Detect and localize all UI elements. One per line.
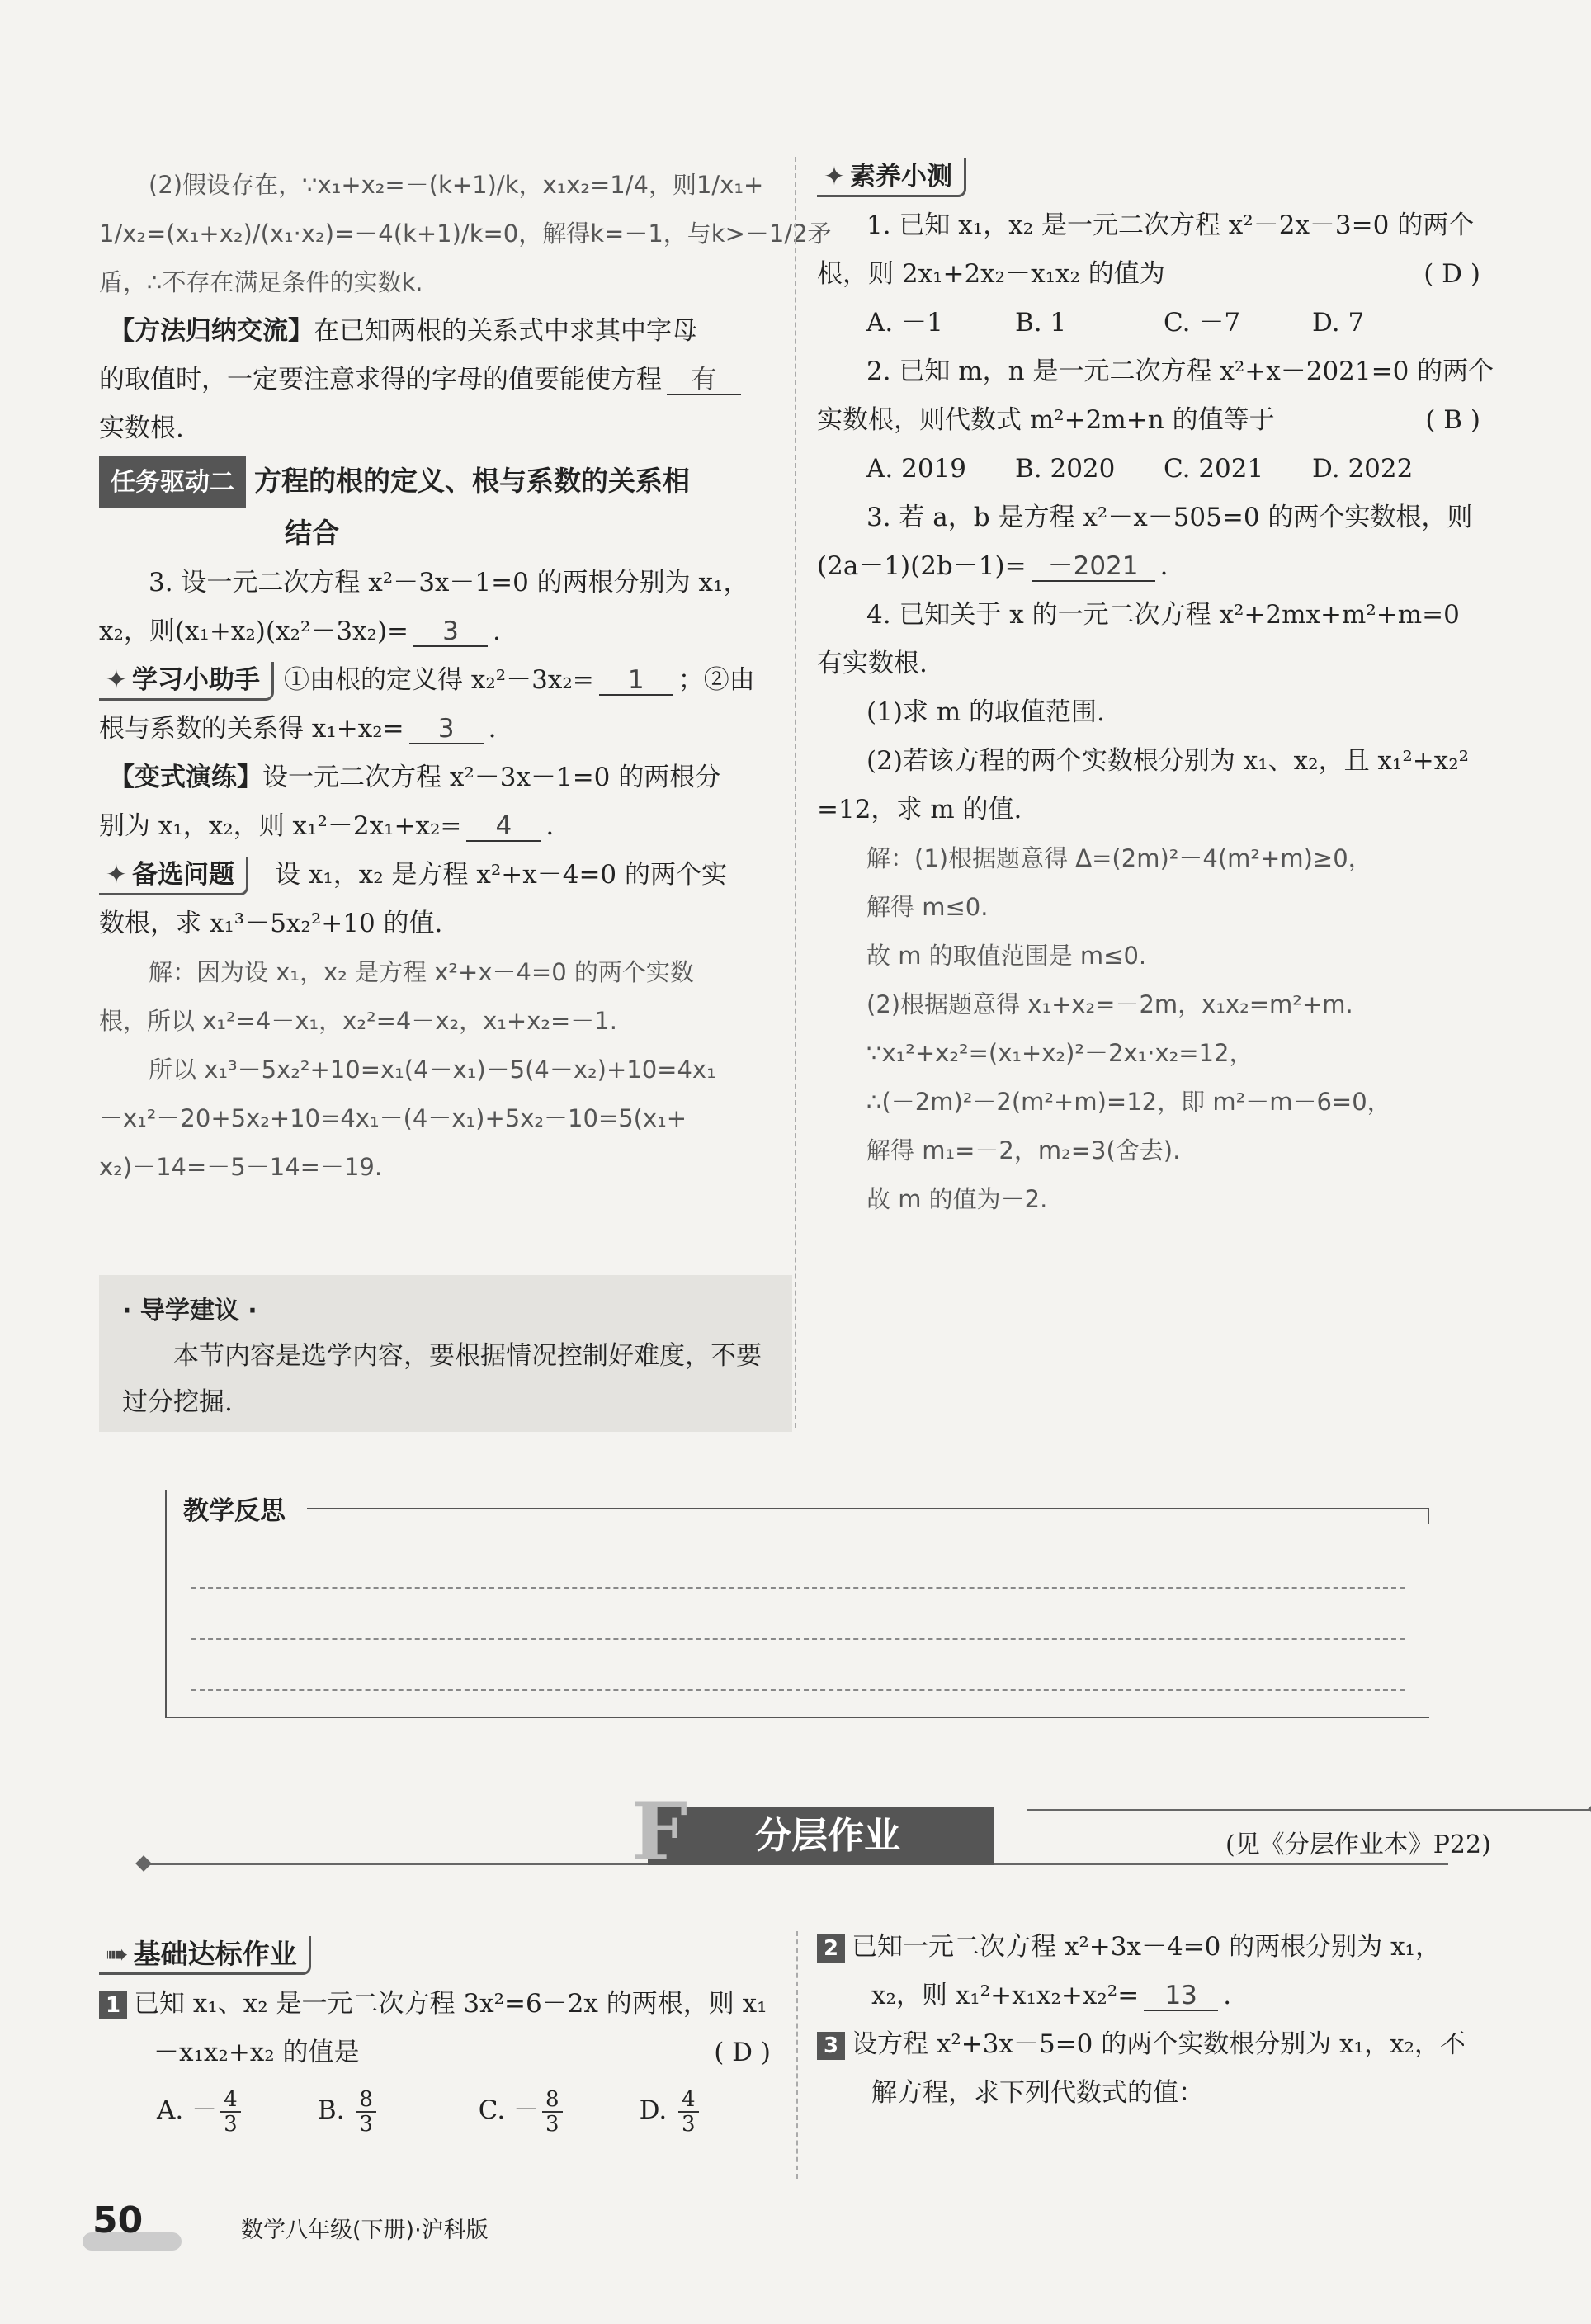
basic-q1-line2 — [99, 2029, 784, 2077]
column-divider — [796, 1931, 798, 2179]
question-text: －x₁x₂+x₂ 的值是 — [153, 2038, 360, 2067]
solution-line: 解得 m₁=－2，m₂=3(舍去). — [866, 1136, 1181, 1164]
basic-q3 — [817, 2020, 1502, 2069]
arrow-icon: ➠ — [106, 1938, 129, 1970]
question-text: 已知一元二次方程 x²+3x－4=0 的两根分别为 x₁， — [852, 1932, 1441, 1962]
variant-drill — [99, 753, 784, 802]
solution-line: 解：因为设 x₁，x₂ 是方程 x²+x－4=0 的两个实数 — [149, 958, 694, 986]
answer-blank: 3 — [409, 715, 484, 744]
solution-line: －x₁²－20+5x₂+10=4x₁－(4－x₁)+5x₂－10=5(x₁+ — [99, 1104, 687, 1132]
answer-blank: 13 — [1144, 1982, 1218, 2011]
page-number: 50 — [92, 2199, 144, 2241]
denominator: 3 — [224, 2111, 238, 2137]
denominator: 3 — [359, 2111, 373, 2137]
quiz-q3-line2: (2a－1)(2b－1)= －2021 . — [817, 551, 1168, 581]
question-number: 2 — [817, 1934, 845, 1963]
guide-text: 本节内容是选学内容，要根据情况控制好难度，不要过分挖掘. — [122, 1341, 762, 1417]
answer-mark: ( D ) — [714, 2038, 771, 2067]
star-icon: ✦ — [106, 665, 127, 695]
writing-line — [191, 1638, 1405, 1640]
solution-line: ∵x₁²+x₂²=(x₁+x₂)²－2x₁·x₂=12， — [866, 1039, 1253, 1067]
quiz-q4-part2: (2)若该方程的两个实数根分别为 x₁、x₂，且 x₁²+x₂² — [866, 746, 1470, 776]
quiz-tag — [817, 158, 966, 197]
basic-q2-line2: x₂，则 x₁²+x₁x₂+x₂²= 13 . — [871, 1981, 1232, 2010]
banner-rule — [1027, 1809, 1591, 1811]
task2-label: 任务驱动二 — [99, 456, 246, 508]
denominator: 3 — [545, 2111, 559, 2137]
quiz-heading — [817, 153, 1494, 201]
variant-label: 【变式演练】 — [109, 763, 262, 792]
fraction — [220, 2088, 241, 2136]
solution-line: 故 m 的取值范围是 m≤0. — [866, 942, 1147, 970]
backup-problem — [99, 851, 784, 900]
study-guide-box — [99, 1275, 792, 1432]
teaching-reflection-box — [165, 1490, 1429, 1718]
option-c: C. －7 — [1164, 308, 1241, 338]
numerator: 4 — [678, 2088, 699, 2113]
option-a: A. 2019 — [866, 454, 966, 484]
guide-title: · 导学建议 · — [122, 1297, 257, 1325]
backup-label: 备选问题 — [131, 860, 234, 890]
option-d: D. 2022 — [1312, 454, 1414, 484]
question-text: x₂，则 x₁²+x₁x₂+x₂²= — [871, 1981, 1140, 2010]
question-3-line2: x₂，则(x₁+x₂)(x₂²－3x₂)= 3 . — [99, 616, 501, 646]
answer-mark: ( D ) — [1423, 259, 1480, 289]
option-a — [157, 2077, 309, 2143]
diamond-icon — [1588, 1801, 1591, 1817]
solution-line: 根，所以 x₁²=4－x₁，x₂²=4－x₂，x₁+x₂=－1. — [99, 1007, 617, 1035]
basic-q1 — [99, 1980, 784, 2029]
star-icon: ✦ — [824, 162, 845, 191]
question-text: x₂，则(x₁+x₂)(x₂²－3x₂)= — [99, 616, 409, 646]
diamond-icon — [135, 1855, 152, 1872]
banner-title: 分层作业 — [755, 1815, 900, 1857]
reflection-top-rule — [307, 1508, 1429, 1509]
variant-text: 设一元二次方程 x²－3x－1=0 的两根分 — [262, 763, 721, 792]
quiz-q1-line2 — [817, 250, 1494, 299]
option-c: C. 2021 — [1164, 454, 1264, 484]
solution-line: 解得 m≤0. — [866, 893, 989, 921]
option-d: D. 7 — [1312, 308, 1365, 338]
basic-tag — [99, 1936, 311, 1975]
basic-q3-line2: 解方程，求下列代数式的值： — [871, 2078, 1204, 2108]
solution-line: 故 m 的值为－2. — [866, 1185, 1048, 1213]
task2-heading — [99, 456, 784, 508]
method-text: 在已知两根的关系式中求其中字母 — [314, 316, 697, 346]
method-label: 【方法归纳交流】 — [109, 316, 314, 346]
fraction — [542, 2088, 563, 2136]
question-text: 根，则 2x₁+2x₂－x₁x₂ 的值为 — [817, 259, 1165, 289]
backup-tag — [99, 857, 248, 895]
quiz-q4-line2: 有实数根. — [817, 649, 928, 678]
right-column — [817, 153, 1494, 1224]
numerator: 4 — [220, 2088, 241, 2113]
book-title: 数学八年级(下册)·沪科版 — [241, 2218, 489, 2243]
solution-line: ∴(－2m)²－2(m²+m)=12，即 m²－m－6=0， — [866, 1088, 1391, 1116]
answer-blank: 1 — [599, 666, 673, 696]
solution-line: 盾，∴不存在满足条件的实数k. — [99, 268, 423, 296]
basic-q1-options — [99, 2077, 784, 2143]
task2-title-cont: 结合 — [285, 517, 339, 549]
option-c — [479, 2077, 631, 2143]
reflection-label: 教学反思 — [175, 1490, 294, 1527]
answer-mark: ( B ) — [1425, 405, 1480, 435]
basic-heading — [99, 1931, 784, 1980]
basic-left-column — [99, 1931, 784, 2143]
answer-blank: －2021 — [1032, 552, 1155, 582]
question-number: 1 — [99, 1991, 127, 2019]
question-3: 3. 设一元二次方程 x²－3x－1=0 的两根分别为 x₁， — [149, 568, 749, 598]
question-text: 设方程 x²+3x－5=0 的两个实数根分别为 x₁，x₂，不 — [852, 2029, 1466, 2059]
banner-letter: F — [631, 1785, 688, 1878]
helper-text: ；②由 — [677, 665, 755, 695]
method-summary — [99, 307, 784, 356]
method-summary-line3: 实数根. — [99, 413, 184, 443]
column-divider — [795, 157, 796, 1428]
writing-line — [191, 1587, 1405, 1589]
helper-text: 根与系数的关系得 x₁+x₂= — [99, 714, 404, 744]
backup-problem-line2: 数根，求 x₁³－5x₂²+10 的值. — [99, 909, 443, 938]
helper-tag — [99, 662, 274, 701]
answer-blank: 4 — [466, 812, 541, 842]
task2-heading-line2 — [99, 508, 784, 559]
question-text: 实数根，则代数式 m²+2m+n 的值等于 — [817, 405, 1275, 435]
solution-line: 1/x₂=(x₁+x₂)/(x₁·x₂)=－4(k+1)/k=0，解得k=－1，与k>－1/2矛 — [99, 220, 832, 248]
variant-text: 别为 x₁，x₂，则 x₁²－2x₁+x₂= — [99, 811, 462, 841]
quiz-q2: 2. 已知 m，n 是一元二次方程 x²+x－2021=0 的两个 — [866, 357, 1494, 386]
option-label: D. — [639, 2095, 676, 2125]
option-a: A. －1 — [866, 308, 943, 338]
left-column — [99, 161, 832, 1192]
question-text: (2a－1)(2b－1)= — [817, 551, 1027, 581]
variant-drill-line2: 别为 x₁，x₂，则 x₁²－2x₁+x₂= 4 . — [99, 811, 555, 841]
answer-blank: 3 — [413, 617, 488, 647]
quiz-q4-part2-cont: =12，求 m 的值. — [817, 795, 1022, 824]
banner-title-box — [631, 1785, 994, 1878]
question-text: 已知 x₁、x₂ 是一元二次方程 3x²=6－2x 的两根，则 x₁ — [134, 1989, 767, 2019]
quiz-q2-options — [817, 445, 1494, 494]
fraction — [678, 2088, 699, 2136]
quiz-label: 素养小测 — [849, 162, 952, 191]
fraction — [356, 2088, 376, 2136]
option-label: B. — [317, 2095, 353, 2125]
denominator: 3 — [682, 2111, 696, 2137]
option-b: B. 1 — [1015, 308, 1067, 338]
workbook-reference: (见《分层作业本》P22) — [1225, 1830, 1491, 1859]
question-number: 3 — [817, 2032, 845, 2060]
quiz-q1-options — [817, 299, 1494, 347]
answer-blank: 有 — [667, 366, 741, 395]
study-helper-line2: 根与系数的关系得 x₁+x₂= 3 . — [99, 714, 497, 744]
solution-line: x₂)－14=－5－14=－19. — [99, 1153, 383, 1181]
option-label: C. － — [478, 2095, 540, 2125]
solution-line: (2)根据题意得 x₁+x₂=－2m，x₁x₂=m²+m. — [866, 990, 1353, 1018]
method-text: 的取值时，一定要注意求得的字母的值要能使方程 — [99, 365, 662, 394]
method-summary-line2 — [99, 356, 784, 404]
backup-text: 设 x₁，x₂ 是方程 x²+x－4=0 的两个实 — [274, 860, 728, 890]
writing-line — [191, 1689, 1405, 1691]
option-label: A. － — [157, 2095, 218, 2125]
solution-line: 所以 x₁³－5x₂²+10=x₁(4－x₁)－5(4－x₂)+10=4x₁ — [149, 1056, 716, 1084]
star-icon: ✦ — [106, 860, 127, 890]
quiz-q4: 4. 已知关于 x 的一元二次方程 x²+2mx+m²+m=0 — [866, 600, 1460, 630]
helper-label: 学习小助手 — [131, 665, 260, 695]
layered-homework-banner — [144, 1785, 1491, 1878]
quiz-q2-line2 — [817, 396, 1494, 445]
quiz-q1: 1. 已知 x₁，x₂ 是一元二次方程 x²－2x－3=0 的两个 — [866, 210, 1475, 240]
quiz-q3: 3. 若 a，b 是方程 x²－x－505=0 的两个实数根，则 — [866, 503, 1473, 532]
numerator: 8 — [356, 2088, 376, 2113]
option-b: B. 2020 — [1015, 454, 1116, 484]
basic-q2 — [817, 1923, 1502, 1972]
helper-text: ①由根的定义得 x₂²－3x₂= — [283, 665, 594, 695]
solution-line: 解：(1)根据题意得 Δ=(2m)²－4(m²+m)≥0， — [866, 844, 1372, 872]
option-d — [640, 2077, 763, 2143]
solution-line: (2)假设存在，∵x₁+x₂=－(k+1)/k，x₁x₂=1/4，则1/x₁+ — [149, 171, 764, 199]
basic-right-column — [817, 1923, 1502, 2118]
basic-label: 基础达标作业 — [133, 1938, 297, 1970]
option-b — [318, 2077, 470, 2143]
quiz-q4-part1: (1)求 m 的取值范围. — [866, 697, 1105, 727]
numerator: 8 — [542, 2088, 563, 2113]
study-helper — [99, 656, 784, 705]
task2-title: 方程的根的定义、根与系数的关系相 — [254, 465, 690, 497]
